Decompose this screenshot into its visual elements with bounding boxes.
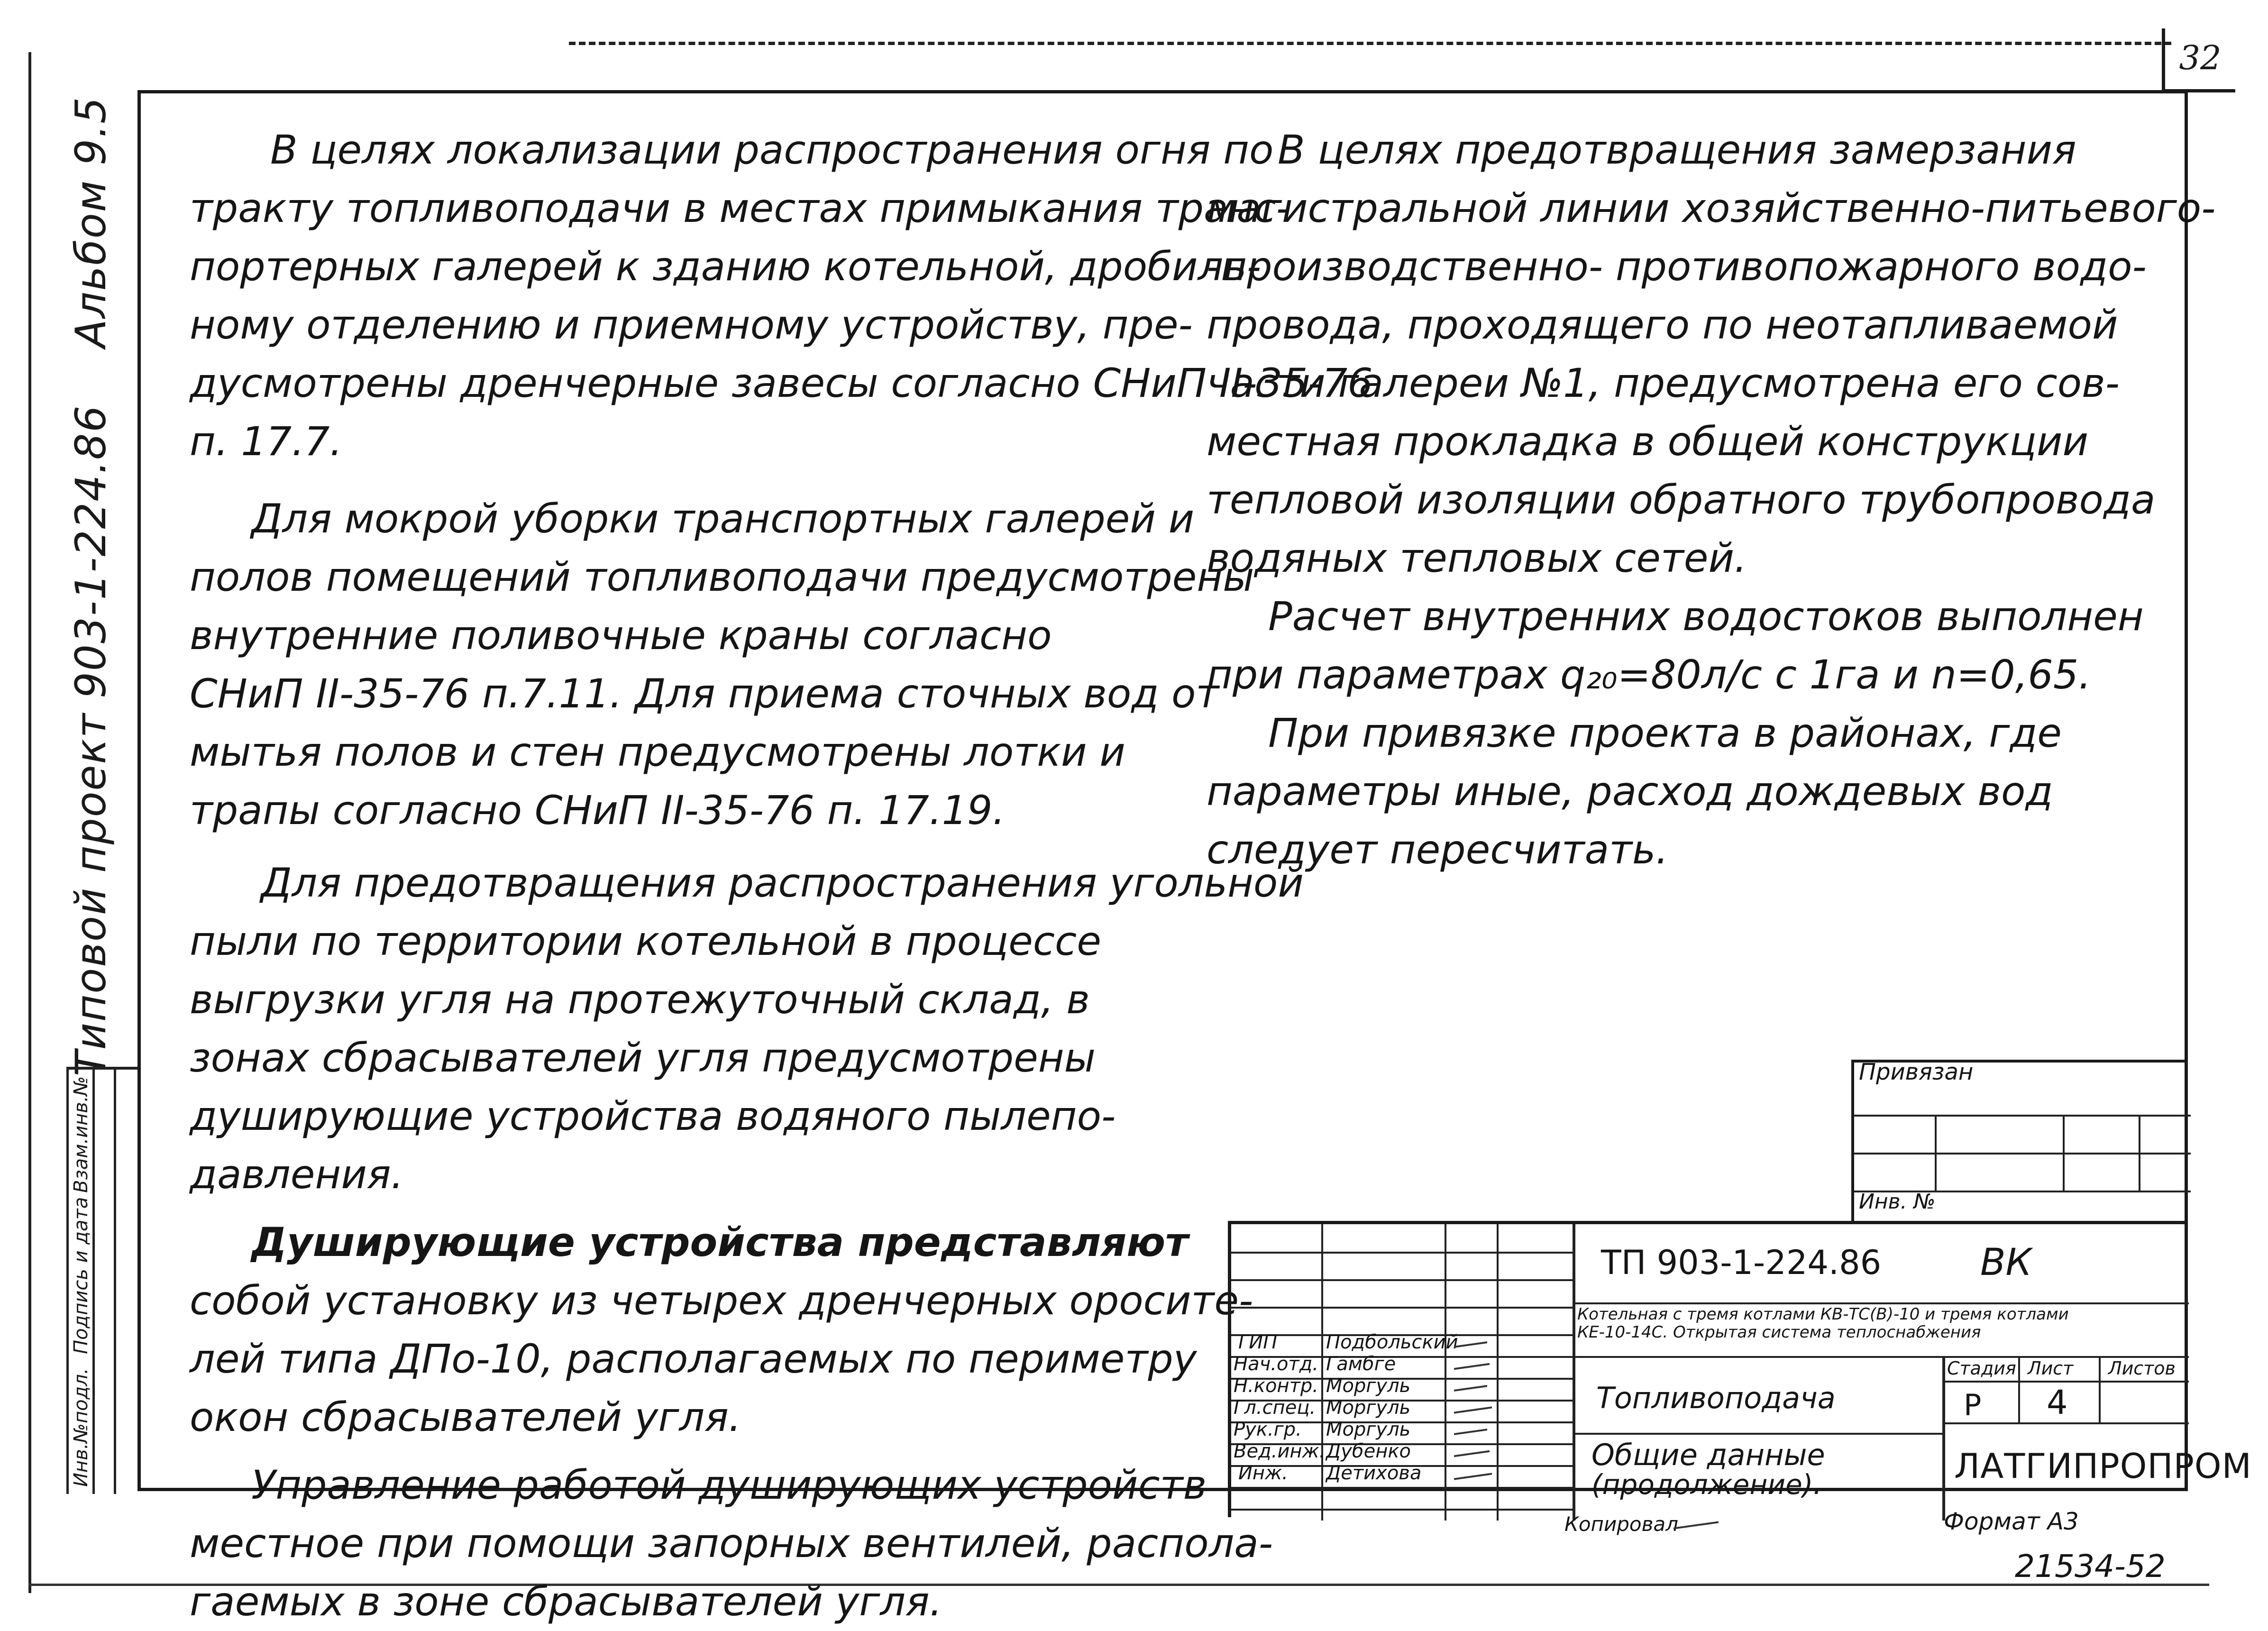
text-line: Расчет внутренних водостоков выполнен (1268, 593, 2144, 640)
text-line: местная прокладка в общей конструкции (1207, 418, 2089, 465)
staff-role: ГИП (1238, 1331, 1278, 1353)
text-line: душирующие устройства водяного пылепо- (190, 1093, 1116, 1139)
inventory-strip (66, 1067, 137, 1491)
signature (1454, 1473, 1492, 1482)
text-line: окон сбрасывателей угля. (190, 1394, 741, 1440)
text-line: пыли по территории котельной в процессе (190, 918, 1101, 964)
binding-block (1851, 1060, 2188, 1221)
tb-line (1497, 1224, 1499, 1521)
sheet-title: Общие данные (1591, 1438, 1825, 1472)
text-line: мытья полов и стен предусмотрены лотки и (190, 729, 1125, 775)
text-line: следует пересчитать. (1207, 826, 1669, 873)
tb-line (1942, 1422, 2189, 1424)
project-code: Типовой проект 903-1-224.86 (66, 404, 115, 1076)
binding-line (2063, 1115, 2065, 1191)
side-title (66, 96, 115, 1076)
text-line: гаемых в зоне сбрасывателей угля. (190, 1578, 942, 1625)
project-description: Котельная с тремя котлами КВ-ТС(В)-10 и тремя котлами (1577, 1305, 2069, 1324)
stage-value: Р (1964, 1388, 1982, 1422)
text-line: провода, проходящего по неотапливаемой (1207, 302, 2118, 348)
copied-by-label: Копировал (1564, 1512, 1678, 1536)
text-line: В целях предотвращения замерзания (1278, 127, 2076, 173)
signature-date-label: Подпись и дата (70, 1197, 92, 1354)
tb-line (1445, 1224, 1446, 1521)
sheet-title-continued: (продолжение). (1591, 1468, 1822, 1501)
sheets-label: Листов (2108, 1358, 2176, 1379)
tb-line (1573, 1356, 2189, 1358)
tb-line (1321, 1224, 1323, 1521)
tb-line (1942, 1381, 2189, 1383)
tb-line (1573, 1224, 1575, 1521)
staff-name: Моргуль (1326, 1397, 1411, 1419)
vzam-inv-label: Взам.инв.№ (70, 1076, 92, 1193)
text-line: зонах сбрасывателей угля предусмотрены (190, 1035, 1096, 1081)
text-line: портерных галерей к зданию котельной, дробиль- (190, 243, 1262, 290)
left-column-text (190, 121, 1373, 1631)
text-line: магистральной линии хозяйственно-питьевого- (1207, 185, 2216, 231)
album-label: Альбом 9.5 (66, 96, 115, 348)
text-line: Управление работой душирующих устройств (251, 1462, 1207, 1508)
staff-role: Гл.спец. (1234, 1397, 1316, 1419)
text-line: п. 17.7. (190, 418, 343, 465)
staff-name: Детихова (1326, 1462, 1422, 1484)
text-line: лей типа ДПо-10, располагаемых по периметру (190, 1336, 1197, 1382)
text-line: В целях локализации распространения огня по (270, 127, 1274, 173)
text-line: тепловой изоляции обратного трубопровода (1207, 476, 2156, 523)
text-line: ному отделению и приемному устройству, пре- (190, 302, 1193, 348)
tb-line (2099, 1356, 2101, 1422)
section-name: Топливоподача (1596, 1381, 1836, 1415)
text-line: давления. (190, 1151, 404, 1198)
staff-role: Н.контр. (1234, 1375, 1318, 1397)
text-line: СНиП II-35-76 п.7.11. Для приема сточных вод от (190, 670, 1219, 717)
tb-line (1231, 1509, 1573, 1511)
binding-label: Привязан (1859, 1059, 1974, 1085)
signature (1454, 1406, 1492, 1415)
signature (1454, 1363, 1490, 1372)
strip-divider (66, 1070, 69, 1494)
text-line: внутренние поливочные краны согласно (190, 612, 1052, 659)
binding-line (2139, 1115, 2140, 1191)
archive-number: 21534-52 (2015, 1548, 2166, 1585)
strip-divider (114, 1070, 116, 1494)
text-line: местное при помощи запорных вентилей, распола- (190, 1520, 1273, 1567)
outer-left-line (28, 52, 31, 1593)
staff-name: Моргуль (1326, 1375, 1411, 1397)
signature (1454, 1385, 1487, 1393)
staff-role: Вед.инж. (1234, 1440, 1326, 1462)
page-number: 32 (2162, 28, 2235, 92)
tb-line (2018, 1356, 2020, 1422)
text-line: Для предотвращения распространения угольной (261, 860, 1304, 906)
copied-signature (1674, 1521, 1719, 1531)
staff-role: Инж. (1238, 1462, 1288, 1484)
tb-line (1231, 1279, 1573, 1281)
drawing-mark: ВК (1980, 1241, 2032, 1284)
text-line: Для мокрой уборки транспортных галерей и (251, 495, 1195, 542)
sheet-label: Лист (2028, 1358, 2074, 1379)
stage-label: Стадия (1947, 1358, 2016, 1379)
text-line: трапы согласно СНиП II-35-76 п. 17.19. (190, 787, 1006, 834)
project-description: КЕ-10-14С. Открытая система теплоснабжения (1577, 1323, 1981, 1342)
text-line: собой установку из четырех дренчерных оросите- (190, 1277, 1253, 1324)
inv-podl-label: Инв.№подл. (70, 1368, 92, 1487)
staff-role: Нач.отд. (1234, 1353, 1319, 1375)
text-line: полов помещений топливоподачи предусмотрены (190, 554, 1254, 600)
text-line: части галереи №1, предусмотрена его сов- (1207, 360, 2120, 406)
text-line: Душирующие устройства представляют (251, 1219, 1189, 1265)
text-line: -производственно- противопожарного водо- (1207, 243, 2147, 290)
format-label: Формат А3 (1944, 1508, 2079, 1535)
organization-name: ЛАТГИПРОПРОМ (1954, 1446, 2252, 1486)
staff-name: Гамбге (1326, 1353, 1396, 1375)
tb-line (1231, 1252, 1573, 1254)
outer-dashed-line (569, 42, 2171, 45)
signature (1454, 1429, 1487, 1437)
tb-line (1573, 1302, 2189, 1304)
binding-line (1935, 1115, 1937, 1191)
signature (1454, 1341, 1487, 1350)
signature (1454, 1450, 1490, 1459)
text-line: При привязке проекта в районах, где (1268, 710, 2062, 756)
text-line: при параметрах q₂₀=80л/с с 1га и n=0,65. (1207, 651, 2092, 698)
tb-line (1231, 1307, 1573, 1309)
text-line: тракту топливоподачи в местах примыкания транс- (190, 185, 1290, 231)
right-column-text (1207, 121, 2215, 879)
sheet-number: 4 (2047, 1383, 2068, 1422)
binding-inv-label: Инв. № (1859, 1190, 1936, 1214)
text-line: дусмотрены дренчерные завесы согласно СНиП II-35-76 (190, 360, 1373, 406)
tb-line (1231, 1487, 1573, 1489)
text-line: параметры иные, расход дождевых вод (1207, 768, 2053, 815)
text-line: выгрузки угля на протежуточный склад, в (190, 976, 1090, 1023)
text-line: водяных тепловых сетей. (1207, 535, 1747, 581)
staff-name: Дубенко (1326, 1440, 1411, 1462)
staff-name: Подбольский (1326, 1331, 1458, 1353)
staff-role: Рук.гр. (1234, 1419, 1302, 1440)
strip-divider (92, 1070, 95, 1494)
title-block (1228, 1221, 2252, 1517)
staff-name: Моргуль (1326, 1419, 1411, 1440)
drawing-code: ТП 903-1-224.86 (1601, 1243, 1882, 1282)
tb-line (1573, 1433, 1942, 1435)
